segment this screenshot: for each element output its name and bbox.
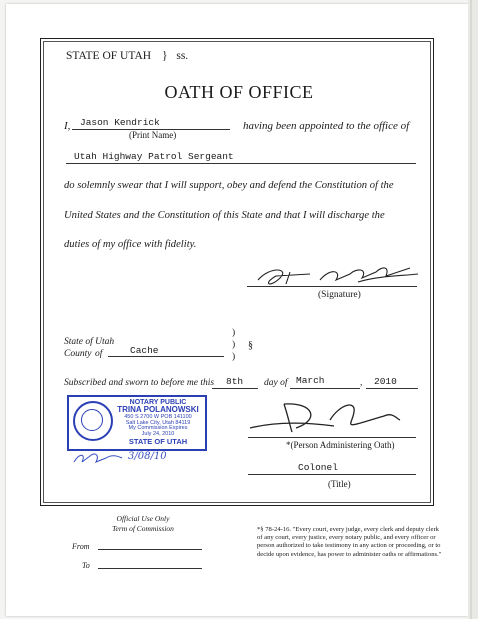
state-header bbox=[66, 50, 188, 62]
from-underline bbox=[98, 549, 202, 550]
notary-handwritten-signature bbox=[70, 450, 126, 468]
day-of-label: day of bbox=[264, 378, 288, 388]
notary-line-4: Salt Lake City, Utah 84119 bbox=[125, 419, 191, 426]
paren-1: ) bbox=[232, 328, 236, 338]
print-name-label: (Print Name) bbox=[129, 130, 177, 140]
official-use-label: Official Use Only bbox=[116, 514, 170, 523]
page-title: OATH OF OFFICE bbox=[164, 82, 314, 102]
title-label: (Title) bbox=[328, 479, 351, 489]
month-value: March bbox=[296, 375, 325, 386]
paren-3: ) bbox=[232, 352, 236, 362]
name-value: Jason Kendrick bbox=[80, 117, 160, 128]
venue-state-label: State of Utah bbox=[64, 337, 115, 347]
notary-handwritten-date: 3/08/10 bbox=[128, 451, 167, 462]
signature-label: (Signature) bbox=[318, 290, 361, 300]
paren-2: ) bbox=[232, 340, 236, 350]
administrator-underline bbox=[248, 437, 416, 438]
oath-line-3: duties of my office with fidelity. bbox=[64, 239, 197, 250]
notary-line-5: My Commission Expires bbox=[128, 425, 188, 432]
venue-of-label: of bbox=[95, 349, 103, 359]
i-label: I, bbox=[64, 120, 71, 132]
notary-line-1: NOTARY PUBLIC bbox=[129, 399, 187, 406]
venue-county-label: County bbox=[64, 349, 92, 359]
county-underline bbox=[108, 356, 224, 357]
office-underline bbox=[66, 163, 416, 164]
ss-label: ss. bbox=[176, 50, 189, 62]
notary-line-2: TRINA POLANOWSKI bbox=[117, 405, 199, 415]
section-symbol: § bbox=[248, 340, 253, 351]
header-brace: } bbox=[161, 50, 168, 62]
footnote-text: *§ 78-24-16. "Every court, every judge, every clerk and deputy clerk of any court, every justice, every notary public, and every officer or person authorized to take testimony in any action or proceeding, or to decide upon evidence, has power to administer oaths or affirmations." bbox=[257, 526, 442, 558]
year-value: 2010 bbox=[374, 376, 397, 387]
oath-line-2: United States and the Constitution of this State and that I will discharge the bbox=[64, 210, 385, 221]
month-underline bbox=[290, 388, 360, 389]
date-comma: , bbox=[360, 378, 363, 388]
day-value: 8th bbox=[226, 376, 244, 387]
county-value: Cache bbox=[130, 345, 159, 356]
office-value: Utah Highway Patrol Sergeant bbox=[74, 151, 234, 162]
from-label: From bbox=[72, 542, 90, 551]
signature-underline bbox=[247, 286, 417, 287]
notary-line-6: July 24, 2010 bbox=[141, 431, 175, 438]
to-label: To bbox=[82, 561, 90, 570]
state-label: STATE OF UTAH bbox=[66, 50, 152, 62]
oath-line-1: do solemnly swear that I will support, obey and defend the Constitution of the bbox=[64, 180, 394, 191]
year-underline bbox=[366, 388, 418, 389]
title-underline bbox=[248, 474, 416, 475]
to-underline bbox=[98, 568, 202, 569]
appointed-text: having been appointed to the office of bbox=[243, 120, 410, 132]
day-underline bbox=[212, 388, 258, 389]
notary-stamp bbox=[67, 395, 207, 451]
notary-stamp-text bbox=[113, 399, 203, 446]
notary-line-7: STATE OF UTAH bbox=[128, 436, 188, 446]
title-value: Colonel bbox=[298, 462, 338, 473]
administrator-label: *(Person Administering Oath) bbox=[286, 440, 395, 450]
term-of-commission-label: Term of Commission bbox=[112, 524, 174, 533]
subscribed-text: Subscribed and sworn to before me this bbox=[64, 378, 215, 388]
notary-seal-icon bbox=[73, 401, 113, 441]
notary-line-3: 450 S 2700 W POB 141100 bbox=[124, 413, 192, 420]
